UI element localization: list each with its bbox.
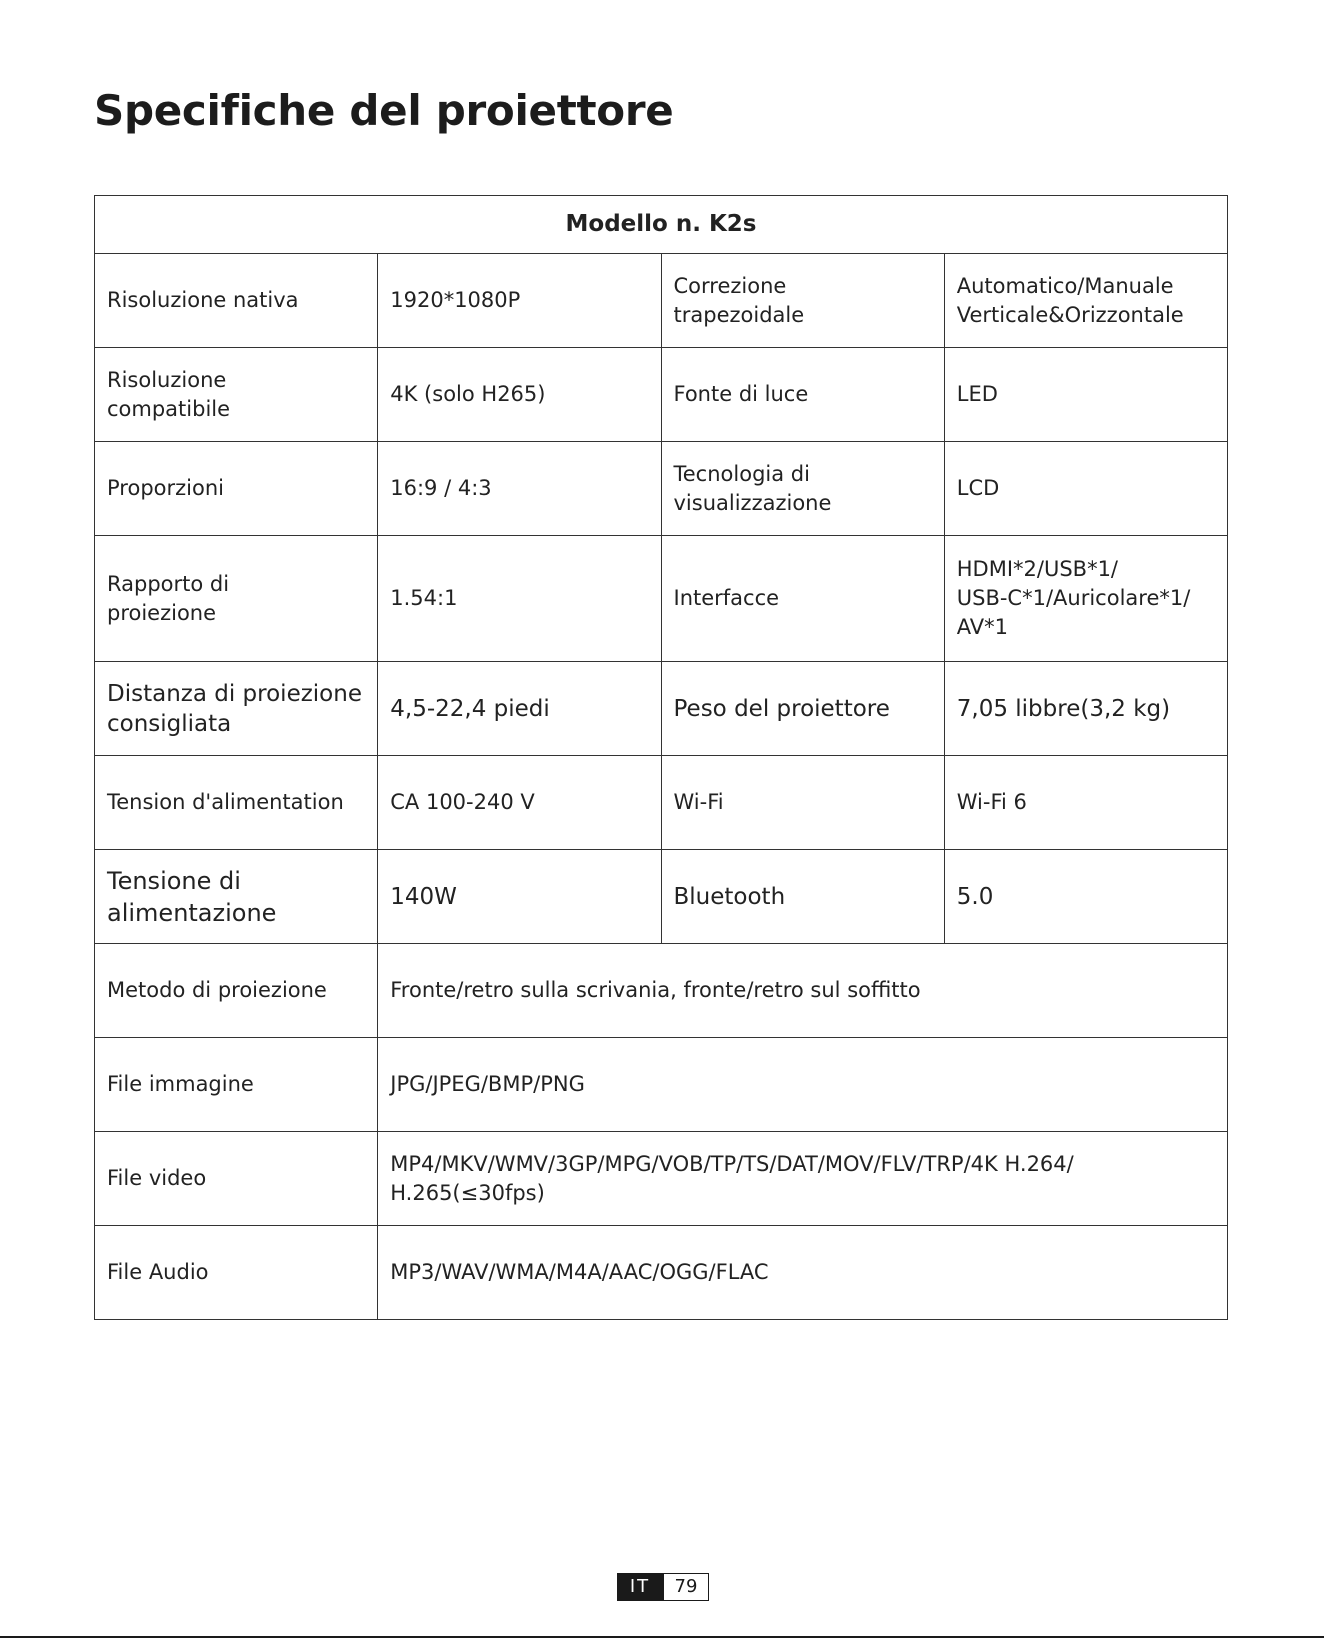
spec-label: Peso del proiettore: [661, 662, 944, 756]
spec-label: Interfacce: [661, 536, 944, 662]
spec-value: 1.54:1: [378, 536, 661, 662]
spec-value: 4K (solo H265): [378, 348, 661, 442]
spec-value: 140W: [378, 850, 661, 944]
spec-label: Tecnologia di visualizzazione: [661, 442, 944, 536]
bottom-rule: [0, 1636, 1324, 1638]
spec-label: Metodo di proiezione: [95, 944, 378, 1038]
page-number: 79: [663, 1573, 709, 1601]
spec-label: Fonte di luce: [661, 348, 944, 442]
spec-row: [95, 348, 1228, 442]
language-badge: IT: [617, 1573, 663, 1601]
spec-value: Wi-Fi 6: [944, 756, 1227, 850]
spec-row: [95, 1038, 1228, 1132]
spec-label: Tension d'alimentation: [95, 756, 378, 850]
spec-label: Wi-Fi: [661, 756, 944, 850]
spec-row: [95, 254, 1228, 348]
spec-table: [94, 195, 1228, 1320]
spec-row: [95, 1226, 1228, 1320]
spec-label: File Audio: [95, 1226, 378, 1320]
spec-label: Tensione di alimentazione: [95, 850, 378, 944]
spec-value: 7,05 libbre(3,2 kg): [944, 662, 1227, 756]
spec-label: Distanza di proiezione consigliata: [95, 662, 378, 756]
spec-row: [95, 536, 1228, 662]
spec-value: MP4/MKV/WMV/3GP/MPG/VOB/TP/TS/DAT/MOV/FLV/TRP/4K H.264/ H.265(≤30fps): [378, 1132, 1228, 1226]
spec-value: LCD: [944, 442, 1227, 536]
spec-value: HDMI*2/USB*1/ USB-C*1/Auricolare*1/ AV*1: [944, 536, 1227, 662]
spec-row: [95, 442, 1228, 536]
spec-value: MP3/WAV/WMA/M4A/AAC/OGG/FLAC: [378, 1226, 1228, 1320]
spec-value: 16:9 / 4:3: [378, 442, 661, 536]
spec-label: File immagine: [95, 1038, 378, 1132]
spec-value: 4,5-22,4 piedi: [378, 662, 661, 756]
model-header: Modello n. K2s: [95, 196, 1228, 254]
spec-row: [95, 662, 1228, 756]
spec-value: CA 100-240 V: [378, 756, 661, 850]
spec-label: Risoluzione compatibile: [95, 348, 378, 442]
page-title: Specifiche del proiettore: [94, 86, 674, 135]
spec-label: Bluetooth: [661, 850, 944, 944]
spec-row: [95, 850, 1228, 944]
spec-row: [95, 944, 1228, 1038]
spec-label: File video: [95, 1132, 378, 1226]
spec-row: [95, 1132, 1228, 1226]
spec-value: 5.0: [944, 850, 1227, 944]
spec-value: LED: [944, 348, 1227, 442]
spec-label: Risoluzione nativa: [95, 254, 378, 348]
spec-value: Automatico/Manuale Verticale&Orizzontale: [944, 254, 1227, 348]
spec-value: Fronte/retro sulla scrivania, fronte/retro sul soffitto: [378, 944, 1228, 1038]
spec-value: 1920*1080P: [378, 254, 661, 348]
page-number-box: [617, 1573, 709, 1601]
spec-label: Proporzioni: [95, 442, 378, 536]
spec-label: Correzione trapezoidale: [661, 254, 944, 348]
spec-value: JPG/JPEG/BMP/PNG: [378, 1038, 1228, 1132]
spec-row: [95, 756, 1228, 850]
spec-label: Rapporto di proiezione: [95, 536, 378, 662]
